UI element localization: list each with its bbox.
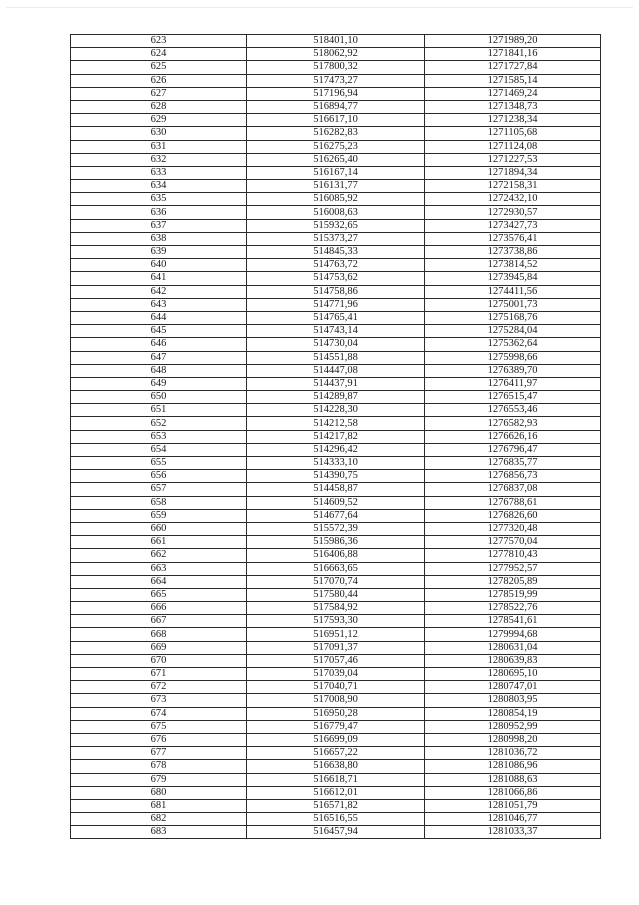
point-number-cell: 649 [71,377,247,390]
x-coordinate-cell: 514763,72 [247,259,425,272]
table-row [71,259,601,272]
x-coordinate-cell: 514217,82 [247,430,425,443]
table-row [71,127,601,140]
x-coordinate-cell: 517473,27 [247,74,425,87]
y-coordinate-cell: 1281051,79 [425,799,601,812]
y-coordinate-cell: 1280952,99 [425,720,601,733]
point-number-cell: 677 [71,747,247,760]
x-coordinate-cell: 516950,28 [247,707,425,720]
table-row [71,496,601,509]
point-number-cell: 632 [71,153,247,166]
x-coordinate-cell: 514758,86 [247,285,425,298]
x-coordinate-cell: 516167,14 [247,166,425,179]
table-row [71,760,601,773]
table-row [71,707,601,720]
point-number-cell: 643 [71,298,247,311]
table-row [71,377,601,390]
point-number-cell: 672 [71,681,247,694]
table-row [71,641,601,654]
y-coordinate-cell: 1275001,73 [425,298,601,311]
x-coordinate-cell: 514212,58 [247,417,425,430]
x-coordinate-cell: 517057,46 [247,654,425,667]
y-coordinate-cell: 1274411,56 [425,285,601,298]
y-coordinate-cell: 1275998,66 [425,351,601,364]
point-number-cell: 651 [71,404,247,417]
point-number-cell: 646 [71,338,247,351]
y-coordinate-cell: 1276553,46 [425,404,601,417]
point-number-cell: 673 [71,694,247,707]
table-row [71,140,601,153]
y-coordinate-cell: 1271894,34 [425,166,601,179]
table-row [71,628,601,641]
x-coordinate-cell: 516085,92 [247,193,425,206]
point-number-cell: 645 [71,325,247,338]
y-coordinate-cell: 1272432,10 [425,193,601,206]
table-row [71,602,601,615]
x-coordinate-cell: 516571,82 [247,799,425,812]
y-coordinate-cell: 1280803,95 [425,694,601,707]
point-number-cell: 639 [71,246,247,259]
x-coordinate-cell: 514289,87 [247,391,425,404]
x-coordinate-cell: 514609,52 [247,496,425,509]
y-coordinate-cell: 1276856,73 [425,470,601,483]
point-number-cell: 668 [71,628,247,641]
x-coordinate-cell: 516663,65 [247,562,425,575]
x-coordinate-cell: 514845,33 [247,246,425,259]
y-coordinate-cell: 1273738,86 [425,246,601,259]
y-coordinate-cell: 1271727,84 [425,61,601,74]
x-coordinate-cell: 514447,08 [247,364,425,377]
table-row [71,799,601,812]
point-number-cell: 627 [71,87,247,100]
x-coordinate-cell: 516617,10 [247,114,425,127]
table-row [71,100,601,113]
y-coordinate-cell: 1272930,57 [425,206,601,219]
table-row [71,166,601,179]
point-number-cell: 653 [71,430,247,443]
x-coordinate-cell: 516699,09 [247,733,425,746]
y-coordinate-cell: 1275362,64 [425,338,601,351]
x-coordinate-cell: 514771,96 [247,298,425,311]
table-row [71,720,601,733]
table-row [71,457,601,470]
table-row [71,668,601,681]
y-coordinate-cell: 1271841,16 [425,48,601,61]
x-coordinate-cell: 517070,74 [247,575,425,588]
x-coordinate-cell: 518062,92 [247,48,425,61]
table-row [71,773,601,786]
y-coordinate-cell: 1271469,24 [425,87,601,100]
x-coordinate-cell: 516457,94 [247,826,425,839]
point-number-cell: 669 [71,641,247,654]
table-row [71,694,601,707]
point-number-cell: 680 [71,786,247,799]
point-number-cell: 661 [71,536,247,549]
y-coordinate-cell: 1275168,76 [425,311,601,324]
y-coordinate-cell: 1273576,41 [425,232,601,245]
x-coordinate-cell: 517593,30 [247,615,425,628]
point-number-cell: 642 [71,285,247,298]
point-number-cell: 679 [71,773,247,786]
y-coordinate-cell: 1278205,89 [425,575,601,588]
point-number-cell: 629 [71,114,247,127]
table-row [71,615,601,628]
x-coordinate-cell: 515373,27 [247,232,425,245]
y-coordinate-cell: 1271105,68 [425,127,601,140]
x-coordinate-cell: 517800,32 [247,61,425,74]
y-coordinate-cell: 1280639,83 [425,654,601,667]
point-number-cell: 656 [71,470,247,483]
y-coordinate-cell: 1279994,68 [425,628,601,641]
x-coordinate-cell: 516516,55 [247,813,425,826]
x-coordinate-cell: 515932,65 [247,219,425,232]
x-coordinate-cell: 516131,77 [247,180,425,193]
point-number-cell: 666 [71,602,247,615]
y-coordinate-cell: 1273427,73 [425,219,601,232]
y-coordinate-cell: 1280631,04 [425,641,601,654]
x-coordinate-cell: 514743,14 [247,325,425,338]
x-coordinate-cell: 518401,10 [247,35,425,48]
x-coordinate-cell: 516657,22 [247,747,425,760]
table-row [71,786,601,799]
table-row [71,219,601,232]
table-row [71,246,601,259]
table-row [71,813,601,826]
x-coordinate-cell: 516406,88 [247,549,425,562]
table-row [71,681,601,694]
table-row [71,114,601,127]
y-coordinate-cell: 1276796,47 [425,443,601,456]
point-number-cell: 664 [71,575,247,588]
y-coordinate-cell: 1271227,53 [425,153,601,166]
y-coordinate-cell: 1280854,19 [425,707,601,720]
x-coordinate-cell: 514390,75 [247,470,425,483]
point-number-cell: 678 [71,760,247,773]
y-coordinate-cell: 1281086,96 [425,760,601,773]
table-row [71,351,601,364]
point-number-cell: 640 [71,259,247,272]
point-number-cell: 655 [71,457,247,470]
y-coordinate-cell: 1281088,63 [425,773,601,786]
y-coordinate-cell: 1271585,14 [425,74,601,87]
x-coordinate-cell: 516275,23 [247,140,425,153]
y-coordinate-cell: 1281066,86 [425,786,601,799]
table-row [71,826,601,839]
y-coordinate-cell: 1276835,77 [425,457,601,470]
x-coordinate-cell: 514753,62 [247,272,425,285]
y-coordinate-cell: 1276515,47 [425,391,601,404]
x-coordinate-cell: 517580,44 [247,588,425,601]
x-coordinate-cell: 516618,71 [247,773,425,786]
table-row [71,522,601,535]
y-coordinate-cell: 1280747,01 [425,681,601,694]
y-coordinate-cell: 1276837,08 [425,483,601,496]
point-number-cell: 638 [71,232,247,245]
x-coordinate-cell: 515572,39 [247,522,425,535]
point-number-cell: 674 [71,707,247,720]
y-coordinate-cell: 1271989,20 [425,35,601,48]
y-coordinate-cell: 1280998,20 [425,733,601,746]
table-row [71,153,601,166]
table-row [71,87,601,100]
table-row [71,509,601,522]
x-coordinate-cell: 516265,40 [247,153,425,166]
table-row [71,588,601,601]
point-number-cell: 663 [71,562,247,575]
x-coordinate-cell: 514333,10 [247,457,425,470]
table-row [71,536,601,549]
y-coordinate-cell: 1278541,61 [425,615,601,628]
table-row [71,325,601,338]
table-row [71,575,601,588]
y-coordinate-cell: 1276411,97 [425,377,601,390]
x-coordinate-cell: 514730,04 [247,338,425,351]
point-number-cell: 647 [71,351,247,364]
point-number-cell: 641 [71,272,247,285]
point-number-cell: 671 [71,668,247,681]
x-coordinate-cell: 515986,36 [247,536,425,549]
table-row [71,430,601,443]
point-number-cell: 624 [71,48,247,61]
x-coordinate-cell: 517040,71 [247,681,425,694]
table-row [71,48,601,61]
point-number-cell: 670 [71,654,247,667]
point-number-cell: 637 [71,219,247,232]
point-number-cell: 634 [71,180,247,193]
table-row [71,549,601,562]
y-coordinate-cell: 1271238,34 [425,114,601,127]
x-coordinate-cell: 516951,12 [247,628,425,641]
point-number-cell: 650 [71,391,247,404]
table-row [71,338,601,351]
point-number-cell: 636 [71,206,247,219]
table-row [71,404,601,417]
point-number-cell: 657 [71,483,247,496]
y-coordinate-cell: 1271348,73 [425,100,601,113]
y-coordinate-cell: 1281033,37 [425,826,601,839]
y-coordinate-cell: 1277810,43 [425,549,601,562]
table-row [71,483,601,496]
coordinates-table-body [71,35,601,839]
y-coordinate-cell: 1277952,57 [425,562,601,575]
x-coordinate-cell: 517196,94 [247,87,425,100]
y-coordinate-cell: 1280695,10 [425,668,601,681]
x-coordinate-cell: 516008,63 [247,206,425,219]
point-number-cell: 626 [71,74,247,87]
table-row [71,364,601,377]
point-number-cell: 682 [71,813,247,826]
table-row [71,417,601,430]
y-coordinate-cell: 1276788,61 [425,496,601,509]
point-number-cell: 658 [71,496,247,509]
point-number-cell: 623 [71,35,247,48]
point-number-cell: 635 [71,193,247,206]
x-coordinate-cell: 514765,41 [247,311,425,324]
y-coordinate-cell: 1272158,31 [425,180,601,193]
y-coordinate-cell: 1281036,72 [425,747,601,760]
y-coordinate-cell: 1273945,84 [425,272,601,285]
y-coordinate-cell: 1277320,48 [425,522,601,535]
x-coordinate-cell: 516779,47 [247,720,425,733]
x-coordinate-cell: 514228,30 [247,404,425,417]
x-coordinate-cell: 514437,91 [247,377,425,390]
table-row [71,562,601,575]
y-coordinate-cell: 1271124,08 [425,140,601,153]
table-row [71,311,601,324]
table-row [71,285,601,298]
y-coordinate-cell: 1281046,77 [425,813,601,826]
table-row [71,61,601,74]
table-row [71,733,601,746]
x-coordinate-cell: 516612,01 [247,786,425,799]
x-coordinate-cell: 516638,80 [247,760,425,773]
table-row [71,470,601,483]
table-row [71,272,601,285]
point-number-cell: 644 [71,311,247,324]
point-number-cell: 628 [71,100,247,113]
x-coordinate-cell: 516282,83 [247,127,425,140]
x-coordinate-cell: 517091,37 [247,641,425,654]
x-coordinate-cell: 516894,77 [247,100,425,113]
table-row [71,180,601,193]
y-coordinate-cell: 1277570,04 [425,536,601,549]
y-coordinate-cell: 1276826,60 [425,509,601,522]
x-coordinate-cell: 514296,42 [247,443,425,456]
point-number-cell: 625 [71,61,247,74]
point-number-cell: 631 [71,140,247,153]
table-row [71,654,601,667]
point-number-cell: 652 [71,417,247,430]
table-row [71,298,601,311]
point-number-cell: 660 [71,522,247,535]
point-number-cell: 667 [71,615,247,628]
table-row [71,443,601,456]
table-row [71,193,601,206]
table-row [71,206,601,219]
point-number-cell: 659 [71,509,247,522]
x-coordinate-cell: 517584,92 [247,602,425,615]
point-number-cell: 633 [71,166,247,179]
point-number-cell: 648 [71,364,247,377]
coordinates-table [70,34,601,839]
x-coordinate-cell: 517039,04 [247,668,425,681]
y-coordinate-cell: 1276582,93 [425,417,601,430]
table-row [71,232,601,245]
table-row [71,747,601,760]
point-number-cell: 676 [71,733,247,746]
table-row [71,391,601,404]
y-coordinate-cell: 1276389,70 [425,364,601,377]
y-coordinate-cell: 1276626,16 [425,430,601,443]
y-coordinate-cell: 1275284,04 [425,325,601,338]
point-number-cell: 681 [71,799,247,812]
x-coordinate-cell: 514458,87 [247,483,425,496]
point-number-cell: 630 [71,127,247,140]
point-number-cell: 654 [71,443,247,456]
x-coordinate-cell: 514677,64 [247,509,425,522]
x-coordinate-cell: 514551,88 [247,351,425,364]
point-number-cell: 665 [71,588,247,601]
y-coordinate-cell: 1278522,76 [425,602,601,615]
point-number-cell: 675 [71,720,247,733]
y-coordinate-cell: 1278519,99 [425,588,601,601]
point-number-cell: 662 [71,549,247,562]
table-row [71,35,601,48]
top-rule [6,7,633,8]
y-coordinate-cell: 1273814,52 [425,259,601,272]
x-coordinate-cell: 517008,90 [247,694,425,707]
table-row [71,74,601,87]
point-number-cell: 683 [71,826,247,839]
